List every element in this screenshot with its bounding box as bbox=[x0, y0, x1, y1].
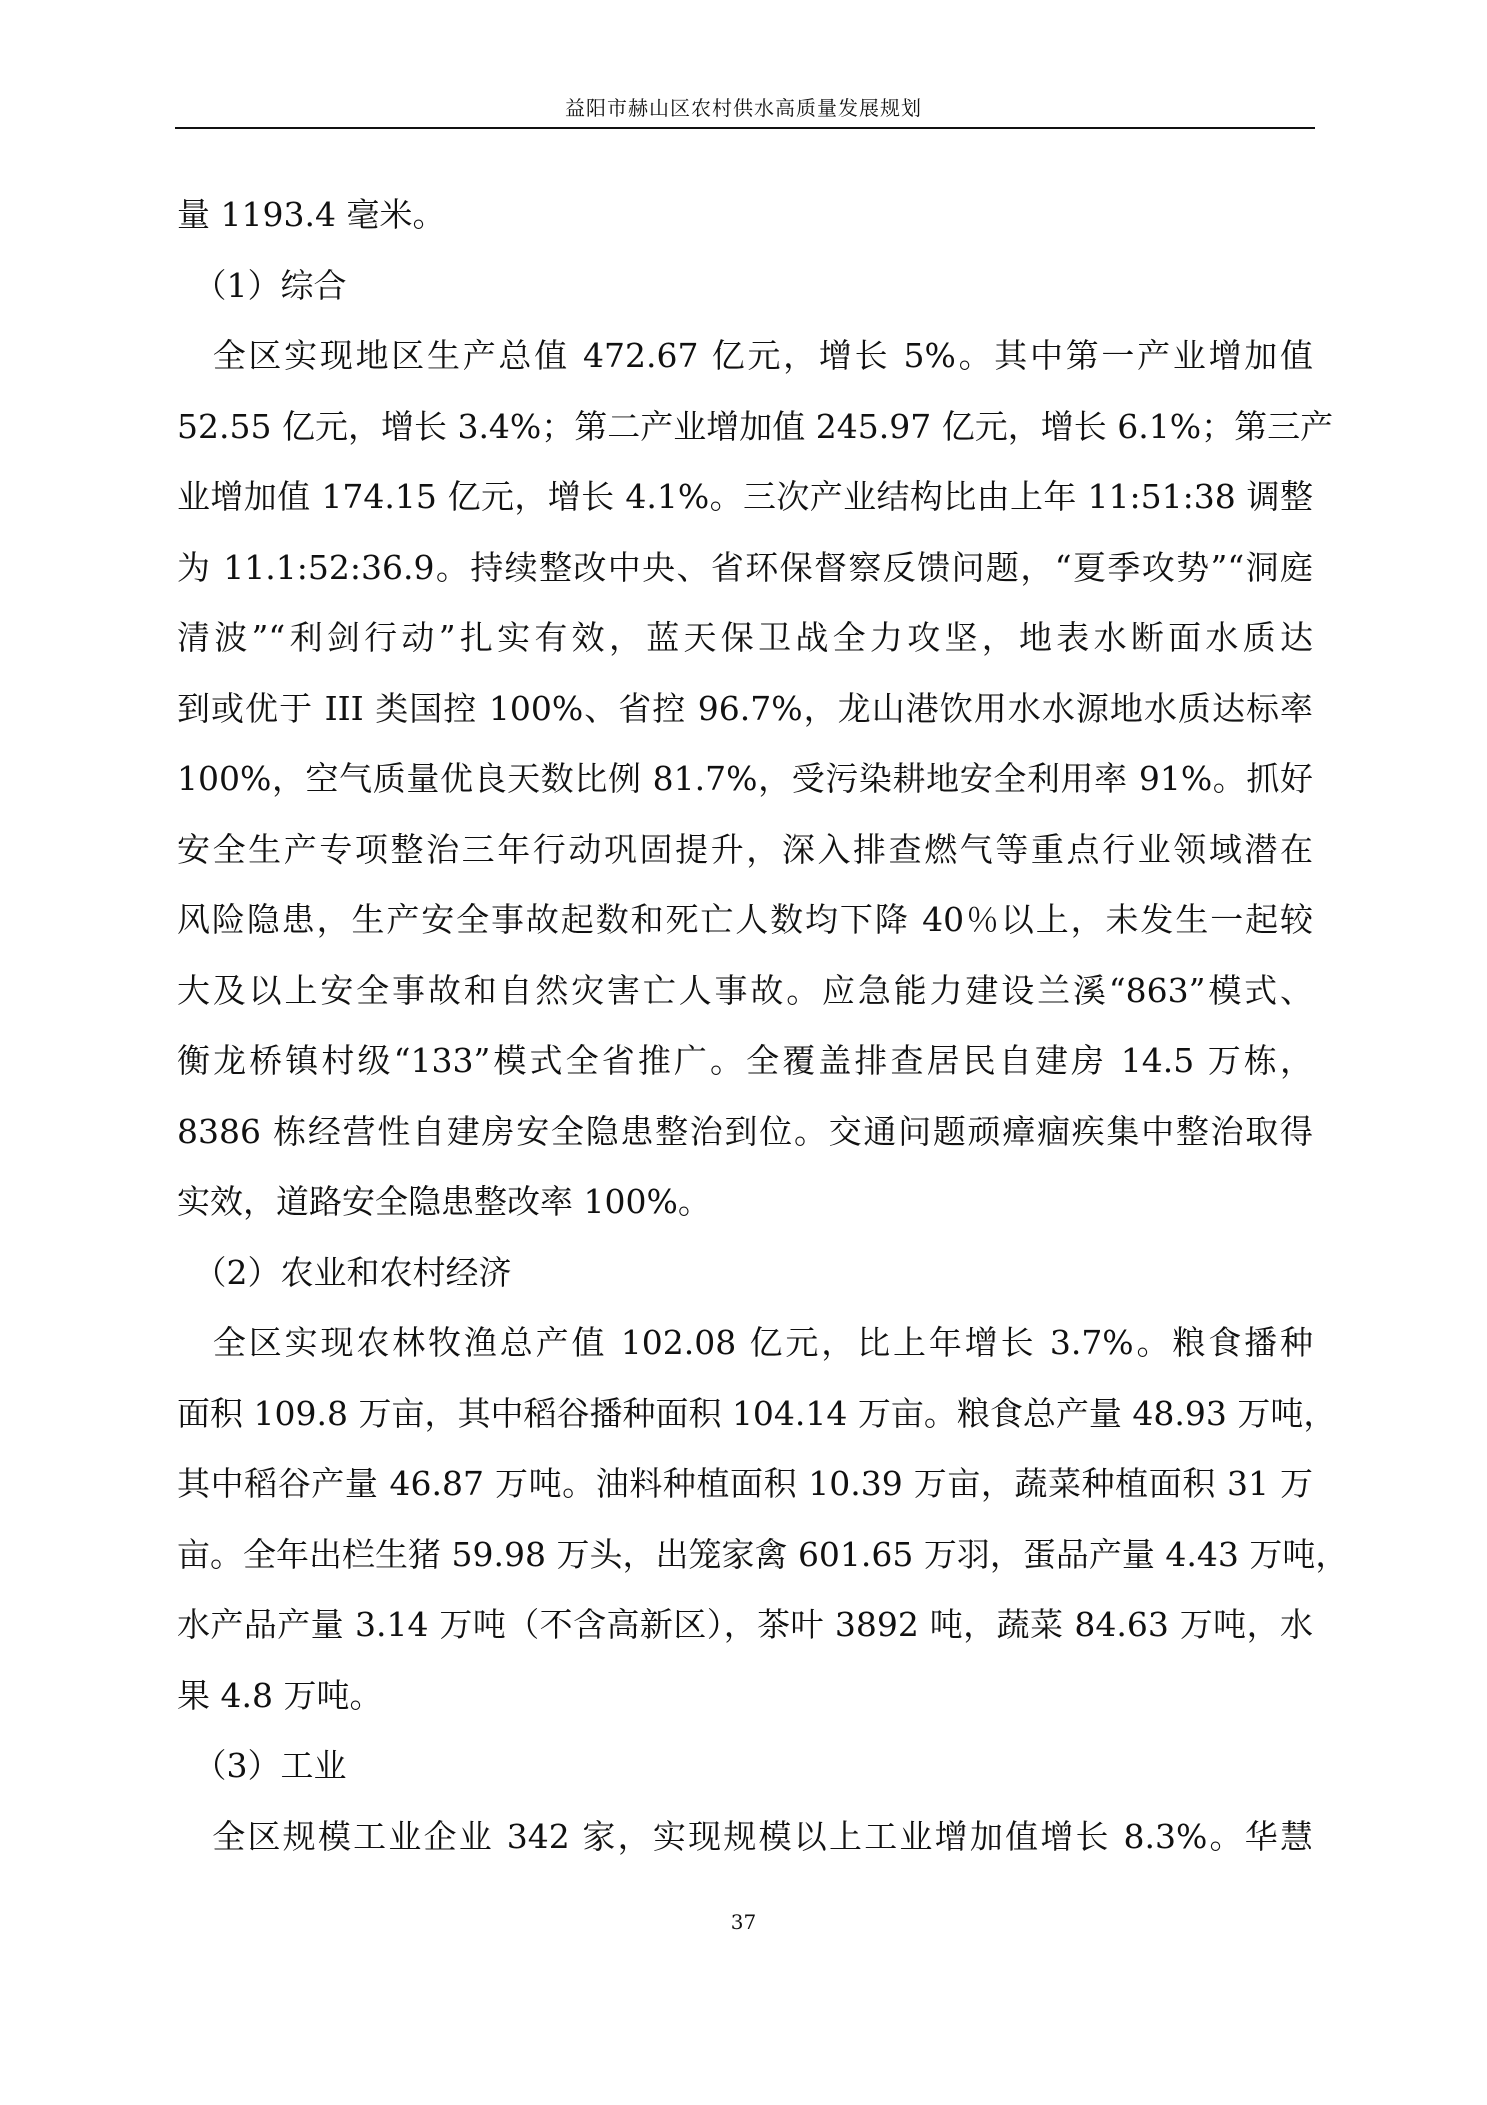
section-heading-agriculture: （2）农业和农村经济 bbox=[177, 1253, 512, 1292]
body-line: 果 4.8 万吨。 bbox=[177, 1676, 383, 1715]
body-line: 全区规模工业企业 342 家，实现规模以上工业增加值增长 8.3%。华慧 bbox=[177, 1817, 1313, 1856]
header-rule bbox=[175, 127, 1315, 129]
body-line: 全区实现农林牧渔总产值 102.08 亿元，比上年增长 3.7%。粮食播种 bbox=[177, 1323, 1313, 1362]
body-line: 100%，空气质量优良天数比例 81.7%，受污染耕地安全利用率 91%。抓好 bbox=[177, 759, 1313, 798]
body-line: 大及以上安全事故和自然灾害亡人事故。应急能力建设兰溪“863”模式、 bbox=[177, 971, 1313, 1010]
body-line: 风险隐患，生产安全事故起数和死亡人数均下降 40％以上，未发生一起较 bbox=[177, 900, 1313, 939]
body-line: 清波”“利剑行动”扎实有效，蓝天保卫战全力攻坚，地表水断面水质达 bbox=[177, 618, 1313, 657]
body-line: 其中稻谷产量 46.87 万吨。油料种植面积 10.39 万亩，蔬菜种植面积 31 万 bbox=[177, 1464, 1313, 1503]
body-line: 衡龙桥镇村级“133”模式全省推广。全覆盖排查居民自建房 14.5 万栋， bbox=[177, 1041, 1313, 1080]
body-line: 全区实现地区生产总值 472.67 亿元，增长 5%。其中第一产业增加值 bbox=[177, 336, 1313, 375]
body-line: 业增加值 174.15 亿元，增长 4.1%。三次产业结构比由上年 11:51:38 调整 bbox=[177, 477, 1313, 516]
section-heading-industry: （3）工业 bbox=[177, 1746, 347, 1785]
body-line: 面积 109.8 万亩，其中稻谷播种面积 104.14 万亩。粮食总产量 48.93 万吨， bbox=[177, 1394, 1337, 1433]
body-line: 安全生产专项整治三年行动巩固提升，深入排查燃气等重点行业领域潜在 bbox=[177, 830, 1313, 869]
running-header: 益阳市赫山区农村供水高质量发展规划 bbox=[565, 96, 922, 120]
body-line: 8386 栋经营性自建房安全隐患整治到位。交通问题顽瘴痼疾集中整治取得 bbox=[177, 1112, 1313, 1151]
body-line: 量 1193.4 毫米。 bbox=[177, 195, 446, 234]
body-line: 水产品产量 3.14 万吨（不含高新区），茶叶 3892 吨，蔬菜 84.63 万吨，水 bbox=[177, 1605, 1313, 1644]
body-line: 为 11.1:52:36.9。持续整改中央、省环保督察反馈问题，“夏季攻势”“洞庭 bbox=[177, 548, 1313, 587]
page-number: 37 bbox=[730, 1910, 757, 1934]
body-line: 亩。全年出栏生猪 59.98 万头，出笼家禽 601.65 万羽，蛋品产量 4.43 万吨， bbox=[177, 1535, 1349, 1574]
section-heading-comprehensive: （1）综合 bbox=[177, 266, 347, 305]
body-line: 52.55 亿元，增长 3.4%；第二产业增加值 245.97 亿元，增长 6.1%；第三产 bbox=[177, 407, 1334, 446]
body-line: 到或优于 III 类国控 100%、省控 96.7%，龙山港饮用水水源地水质达标率 bbox=[177, 689, 1313, 728]
body-line: 实效，道路安全隐患整改率 100%。 bbox=[177, 1182, 711, 1221]
